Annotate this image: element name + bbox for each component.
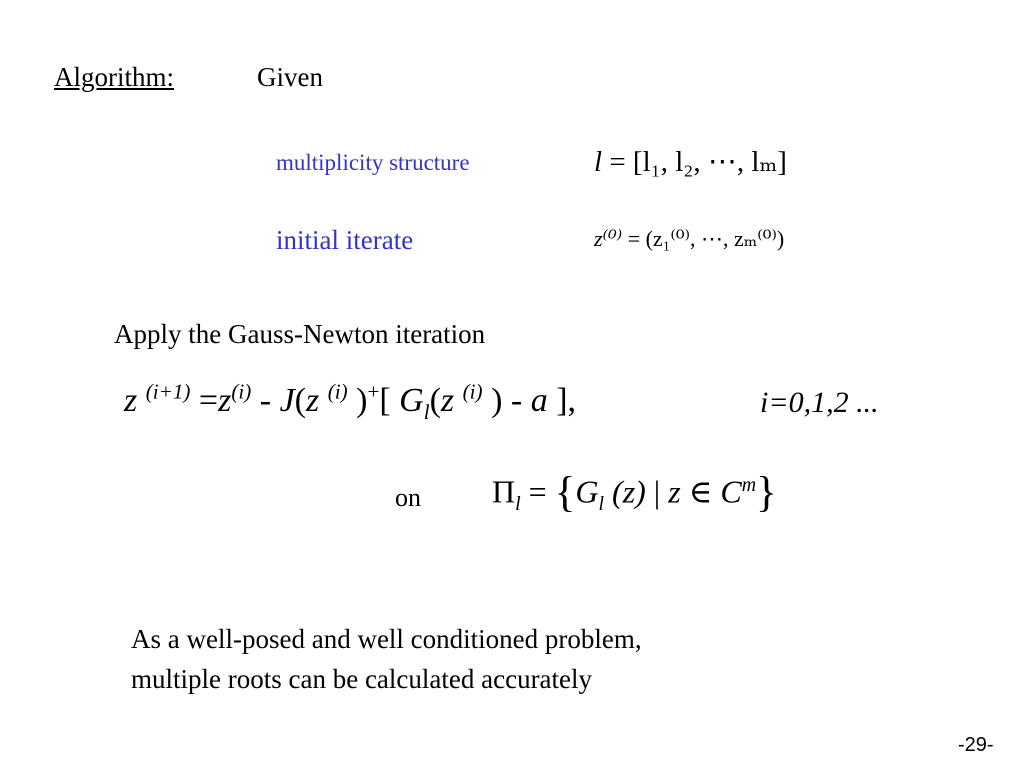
manifold-G-sub: l bbox=[598, 492, 605, 515]
iter-sup-next: (i+1) bbox=[145, 379, 191, 404]
iteration-index: i=0,1,2 ... bbox=[760, 386, 879, 419]
iter-open: ( bbox=[294, 382, 306, 419]
iter-bracket-open: [ bbox=[379, 382, 391, 419]
iter-bracket-close: ], bbox=[556, 382, 577, 419]
conclusion-line-1: As a well-posed and well conditioned problem, bbox=[131, 624, 642, 654]
iter-minus2: - bbox=[510, 382, 523, 419]
iter-z: z bbox=[124, 382, 138, 419]
manifold-lbrace: { bbox=[554, 469, 576, 516]
manifold-C: C bbox=[720, 473, 742, 510]
manifold-bar: | bbox=[653, 473, 661, 510]
manifold-formula bbox=[492, 468, 777, 517]
initial-lhs: z⁽⁰⁾ bbox=[594, 226, 623, 251]
iter-z3: z bbox=[305, 382, 320, 419]
iter-close: ) bbox=[356, 382, 368, 419]
manifold-z: z bbox=[668, 473, 681, 510]
manifold-C-sup: m bbox=[741, 473, 757, 496]
iter-G-sub: l bbox=[423, 399, 430, 424]
multiplicity-formula bbox=[594, 144, 787, 179]
manifold-eq: = bbox=[528, 473, 547, 510]
iter-G: G bbox=[399, 382, 424, 419]
iter-close2: ) bbox=[491, 382, 503, 419]
slide-number: -29- bbox=[958, 734, 994, 756]
given-label: Given bbox=[257, 62, 323, 92]
conclusion-line-2: multiple roots can be calculated accurately bbox=[131, 664, 593, 694]
manifold-rbrace: } bbox=[756, 469, 777, 516]
iter-J: J bbox=[279, 382, 295, 419]
manifold-arg: (z) bbox=[612, 473, 646, 510]
algorithm-heading: Algorithm: bbox=[54, 62, 174, 92]
initial-iterate-formula bbox=[594, 226, 784, 252]
multiplicity-structure-label: multiplicity structure bbox=[276, 150, 470, 175]
conclusion-text bbox=[131, 619, 642, 699]
iter-a: a bbox=[530, 382, 548, 419]
multiplicity-lhs: l bbox=[594, 146, 603, 178]
initial-eq: = bbox=[627, 226, 641, 251]
apply-text: Apply the Gauss-Newton iteration bbox=[114, 319, 486, 349]
iter-minus: - bbox=[259, 382, 272, 419]
initial-rhs: (z₁⁽⁰⁾, ⋯, zₘ⁽⁰⁾) bbox=[645, 226, 785, 251]
iter-z4: z bbox=[440, 382, 455, 419]
initial-iterate-label: initial iterate bbox=[276, 225, 414, 255]
iter-open2: ( bbox=[429, 382, 441, 419]
iter-eq: = bbox=[198, 382, 219, 419]
iter-sup-i2: (i) bbox=[327, 379, 348, 404]
iter-sup-i: (i) bbox=[231, 379, 252, 404]
manifold-pi-sub: l bbox=[515, 492, 521, 515]
multiplicity-rhs: [l₁, l₂, ⋯, lₘ] bbox=[632, 146, 787, 178]
manifold-in: ∈ bbox=[688, 473, 713, 510]
multiplicity-eq: = bbox=[609, 146, 626, 178]
on-label: on bbox=[395, 483, 421, 512]
iteration-formula bbox=[124, 379, 577, 424]
iter-plus: + bbox=[367, 379, 380, 404]
iter-sup-i3: (i) bbox=[462, 379, 483, 404]
manifold-pi: Π bbox=[492, 473, 516, 510]
iter-z2: z bbox=[218, 382, 232, 419]
manifold-G: G bbox=[575, 473, 599, 510]
